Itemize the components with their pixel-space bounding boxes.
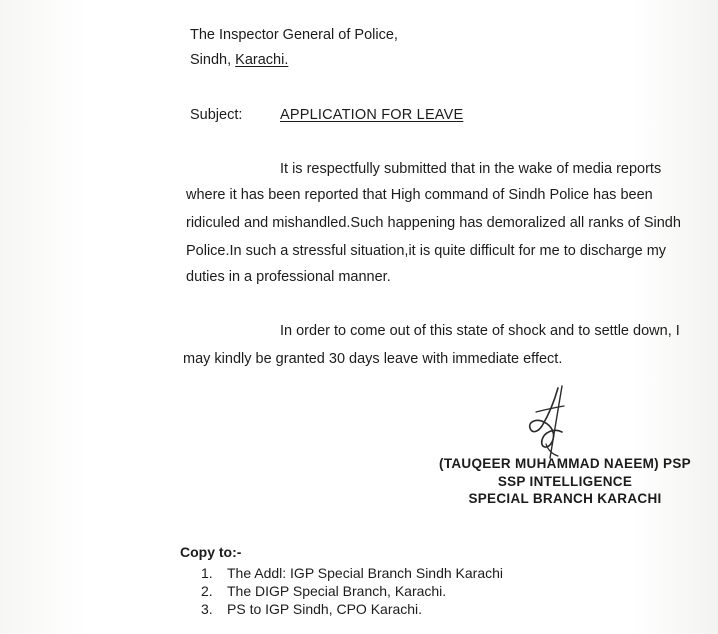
copy-to-item <box>201 600 503 618</box>
paragraph-1-line-4: Police.In such a stressful situation,it is quite difficult for me to discharge my <box>186 243 667 259</box>
copy-item-text: The DIGP Special Branch, Karachi. <box>227 583 447 599</box>
paragraph-2-line-2: may kindly be granted 30 days leave with immediate effect. <box>183 351 563 367</box>
signature-block <box>420 455 710 508</box>
copy-to-item <box>201 582 503 600</box>
signatory-designation: SSP INTELLIGENCE <box>497 473 633 489</box>
recipient-city: Karachi. <box>235 52 289 68</box>
subject-text: APPLICATION FOR LEAVE <box>280 107 464 123</box>
subject-label: Subject: <box>190 107 243 123</box>
recipient-line-2 <box>190 51 288 69</box>
copy-to-item <box>201 564 503 582</box>
copy-to-list <box>201 564 503 618</box>
paragraph-1-line-1: It is respectfully submitted that in the wake of media reports <box>280 161 662 177</box>
signatory-name: (TAUQEER MUHAMMAD NAEEM) PSP <box>439 456 691 471</box>
copy-item-number: 1. <box>201 565 213 581</box>
handwritten-signature <box>518 382 584 462</box>
paragraph-2-line-1: In order to come out of this state of shock and to settle down, I <box>280 323 680 339</box>
copy-item-number: 2. <box>201 583 213 599</box>
recipient-line-1: The Inspector General of Police, <box>190 27 398 43</box>
copy-item-text: The Addl: IGP Special Branch Sindh Karachi <box>227 565 504 581</box>
copy-item-number: 3. <box>201 601 213 617</box>
paragraph-1-line-3: ridiculed and mishandled.Such happening has demoralized all ranks of Sindh <box>186 215 681 231</box>
copy-item-text: PS to IGP Sindh, CPO Karachi. <box>227 601 423 617</box>
recipient-province: Sindh, <box>190 52 236 68</box>
copy-to-title: Copy to:- <box>180 544 242 560</box>
paragraph-1-line-2: where it has been reported that High command of Sindh Police has been <box>186 187 653 203</box>
paragraph-1-line-5: duties in a professional manner. <box>186 269 391 285</box>
signatory-office: SPECIAL BRANCH KARACHI <box>468 491 662 506</box>
